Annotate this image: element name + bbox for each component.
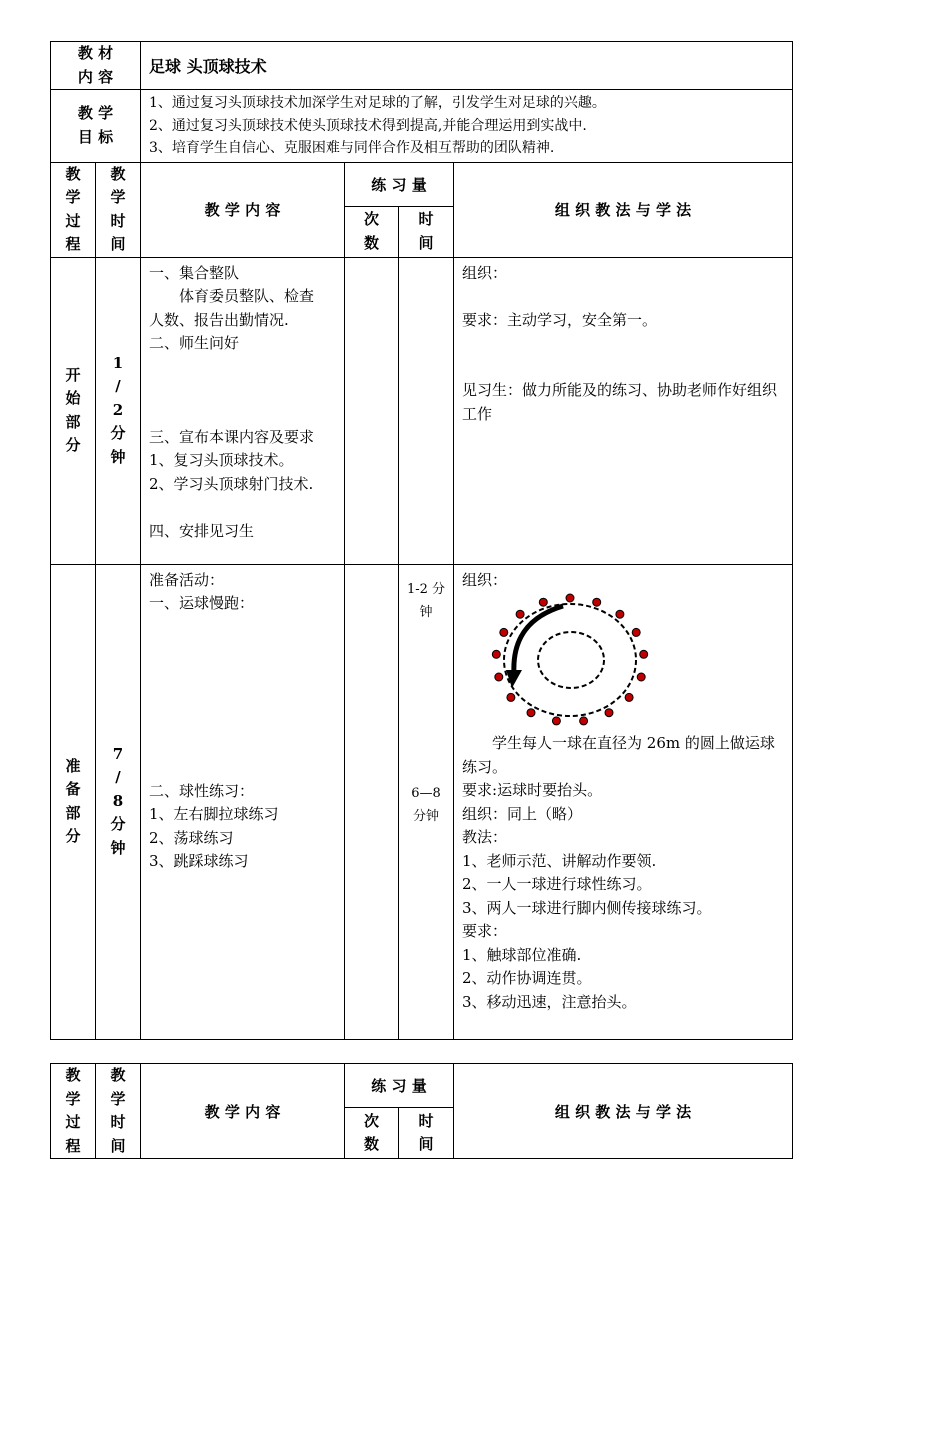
col2-duration-header: 时 间: [399, 1108, 454, 1159]
ball-marker: [632, 628, 640, 636]
col2-practice-header: 练 习 量: [345, 1064, 454, 1108]
col-content-header: 教 学 内 容: [141, 162, 345, 257]
col2-time-header: 教 学 时 间: [96, 1064, 141, 1159]
section2-content: 准备活动： 一、运球慢跑： 二、球性练习： 1、左右脚拉球练习 2、荡球练习 3、跳踩球练习: [141, 564, 345, 1039]
goal-1: 1、通过复习头顶球技术加深学生对足球的了解，引发学生对足球的兴趣。: [149, 95, 606, 111]
col2-process-header: 教 学 过 程: [51, 1064, 96, 1159]
section2-count: [345, 564, 399, 1039]
goal-3: 3、培育学生自信心、克服困难与同伴合作及相互帮助的团队精神.: [149, 140, 555, 156]
goal-2: 2、通过复习头顶球技术使头顶球技术得到提高,并能合理运用到实战中.: [149, 117, 587, 134]
ball-marker: [539, 598, 547, 606]
col2-count-header: 次 数: [345, 1108, 399, 1159]
ball-marker: [507, 693, 515, 701]
ball-marker: [580, 717, 588, 725]
col-method-header: 组 织 教 法 与 学 法: [454, 162, 793, 257]
section1-method: 组织： 要求：主动学习，安全第一。 见习生：做力所能及的练习、协助老师作好组织工作: [454, 257, 793, 564]
section1-time: 1 / 2 分 钟: [96, 257, 141, 564]
section2-duration: 1-2 分 钟 6—8 分钟: [399, 564, 454, 1039]
ball-marker: [566, 594, 574, 602]
goal-label: 教 学 目 标: [51, 90, 141, 163]
col-practice-header: 练 习 量: [345, 162, 454, 206]
ball-marker: [625, 693, 633, 701]
ball-marker: [500, 628, 508, 636]
col2-content-header: 教 学 内 容: [141, 1064, 345, 1159]
section1-name: 开 始 部 分: [51, 257, 96, 564]
col-count-header: 次 数: [345, 206, 399, 257]
section2-method: 组织： 学生每人一球在直径为 26m 的圆上做运球练习。 要求:运球时要抬头。 组织：同上（略） 教法： 1、老师示范、讲解动作要领. 2、一人一球进行球性练习。 3、两人一球进行脚内侧传接球练习。 要求： 1、触球部位准确. 2、动作协调连贯。 3、移动迅速，注意抬头。: [454, 564, 793, 1039]
ball-marker: [640, 650, 648, 658]
inner-circle: [538, 632, 604, 688]
section2-name: 准 备 部 分: [51, 564, 96, 1039]
ball-marker: [552, 717, 560, 725]
col-process-header: 教 学 过 程: [51, 162, 96, 257]
ball-marker: [492, 650, 500, 658]
ball-marker: [516, 610, 524, 618]
ball-marker: [616, 610, 624, 618]
lesson-plan-table: [50, 41, 793, 1040]
ball-marker: [527, 709, 535, 717]
ball-marker: [637, 673, 645, 681]
col-duration-header: 时 间: [399, 206, 454, 257]
section2-time: 7 / 8 分 钟: [96, 564, 141, 1039]
section1-duration: [399, 257, 454, 564]
material-value: 足球 头顶球技术: [141, 42, 793, 90]
material-label: 教 材 内 容: [51, 42, 141, 90]
outer-circle: [504, 604, 636, 716]
section1-count: [345, 257, 399, 564]
col2-method-header: 组 织 教 法 与 学 法: [454, 1064, 793, 1159]
goals-cell: [141, 90, 793, 163]
continuation-table: [50, 1063, 793, 1159]
col-time-header: 教 学 时 间: [96, 162, 141, 257]
circle-diagram-svg: [490, 592, 660, 732]
section1-content: 一、集合整队 体育委员整队、检查 人数、报告出勤情况. 二、师生问好 三、宣布本课内容及要求 1、复习头顶球技术。 2、学习头顶球射门技术. 四、安排见习生: [141, 257, 345, 564]
ball-marker: [605, 709, 613, 717]
ball-marker: [495, 673, 503, 681]
dribble-circle-diagram: [462, 592, 784, 732]
ball-marker: [593, 598, 601, 606]
